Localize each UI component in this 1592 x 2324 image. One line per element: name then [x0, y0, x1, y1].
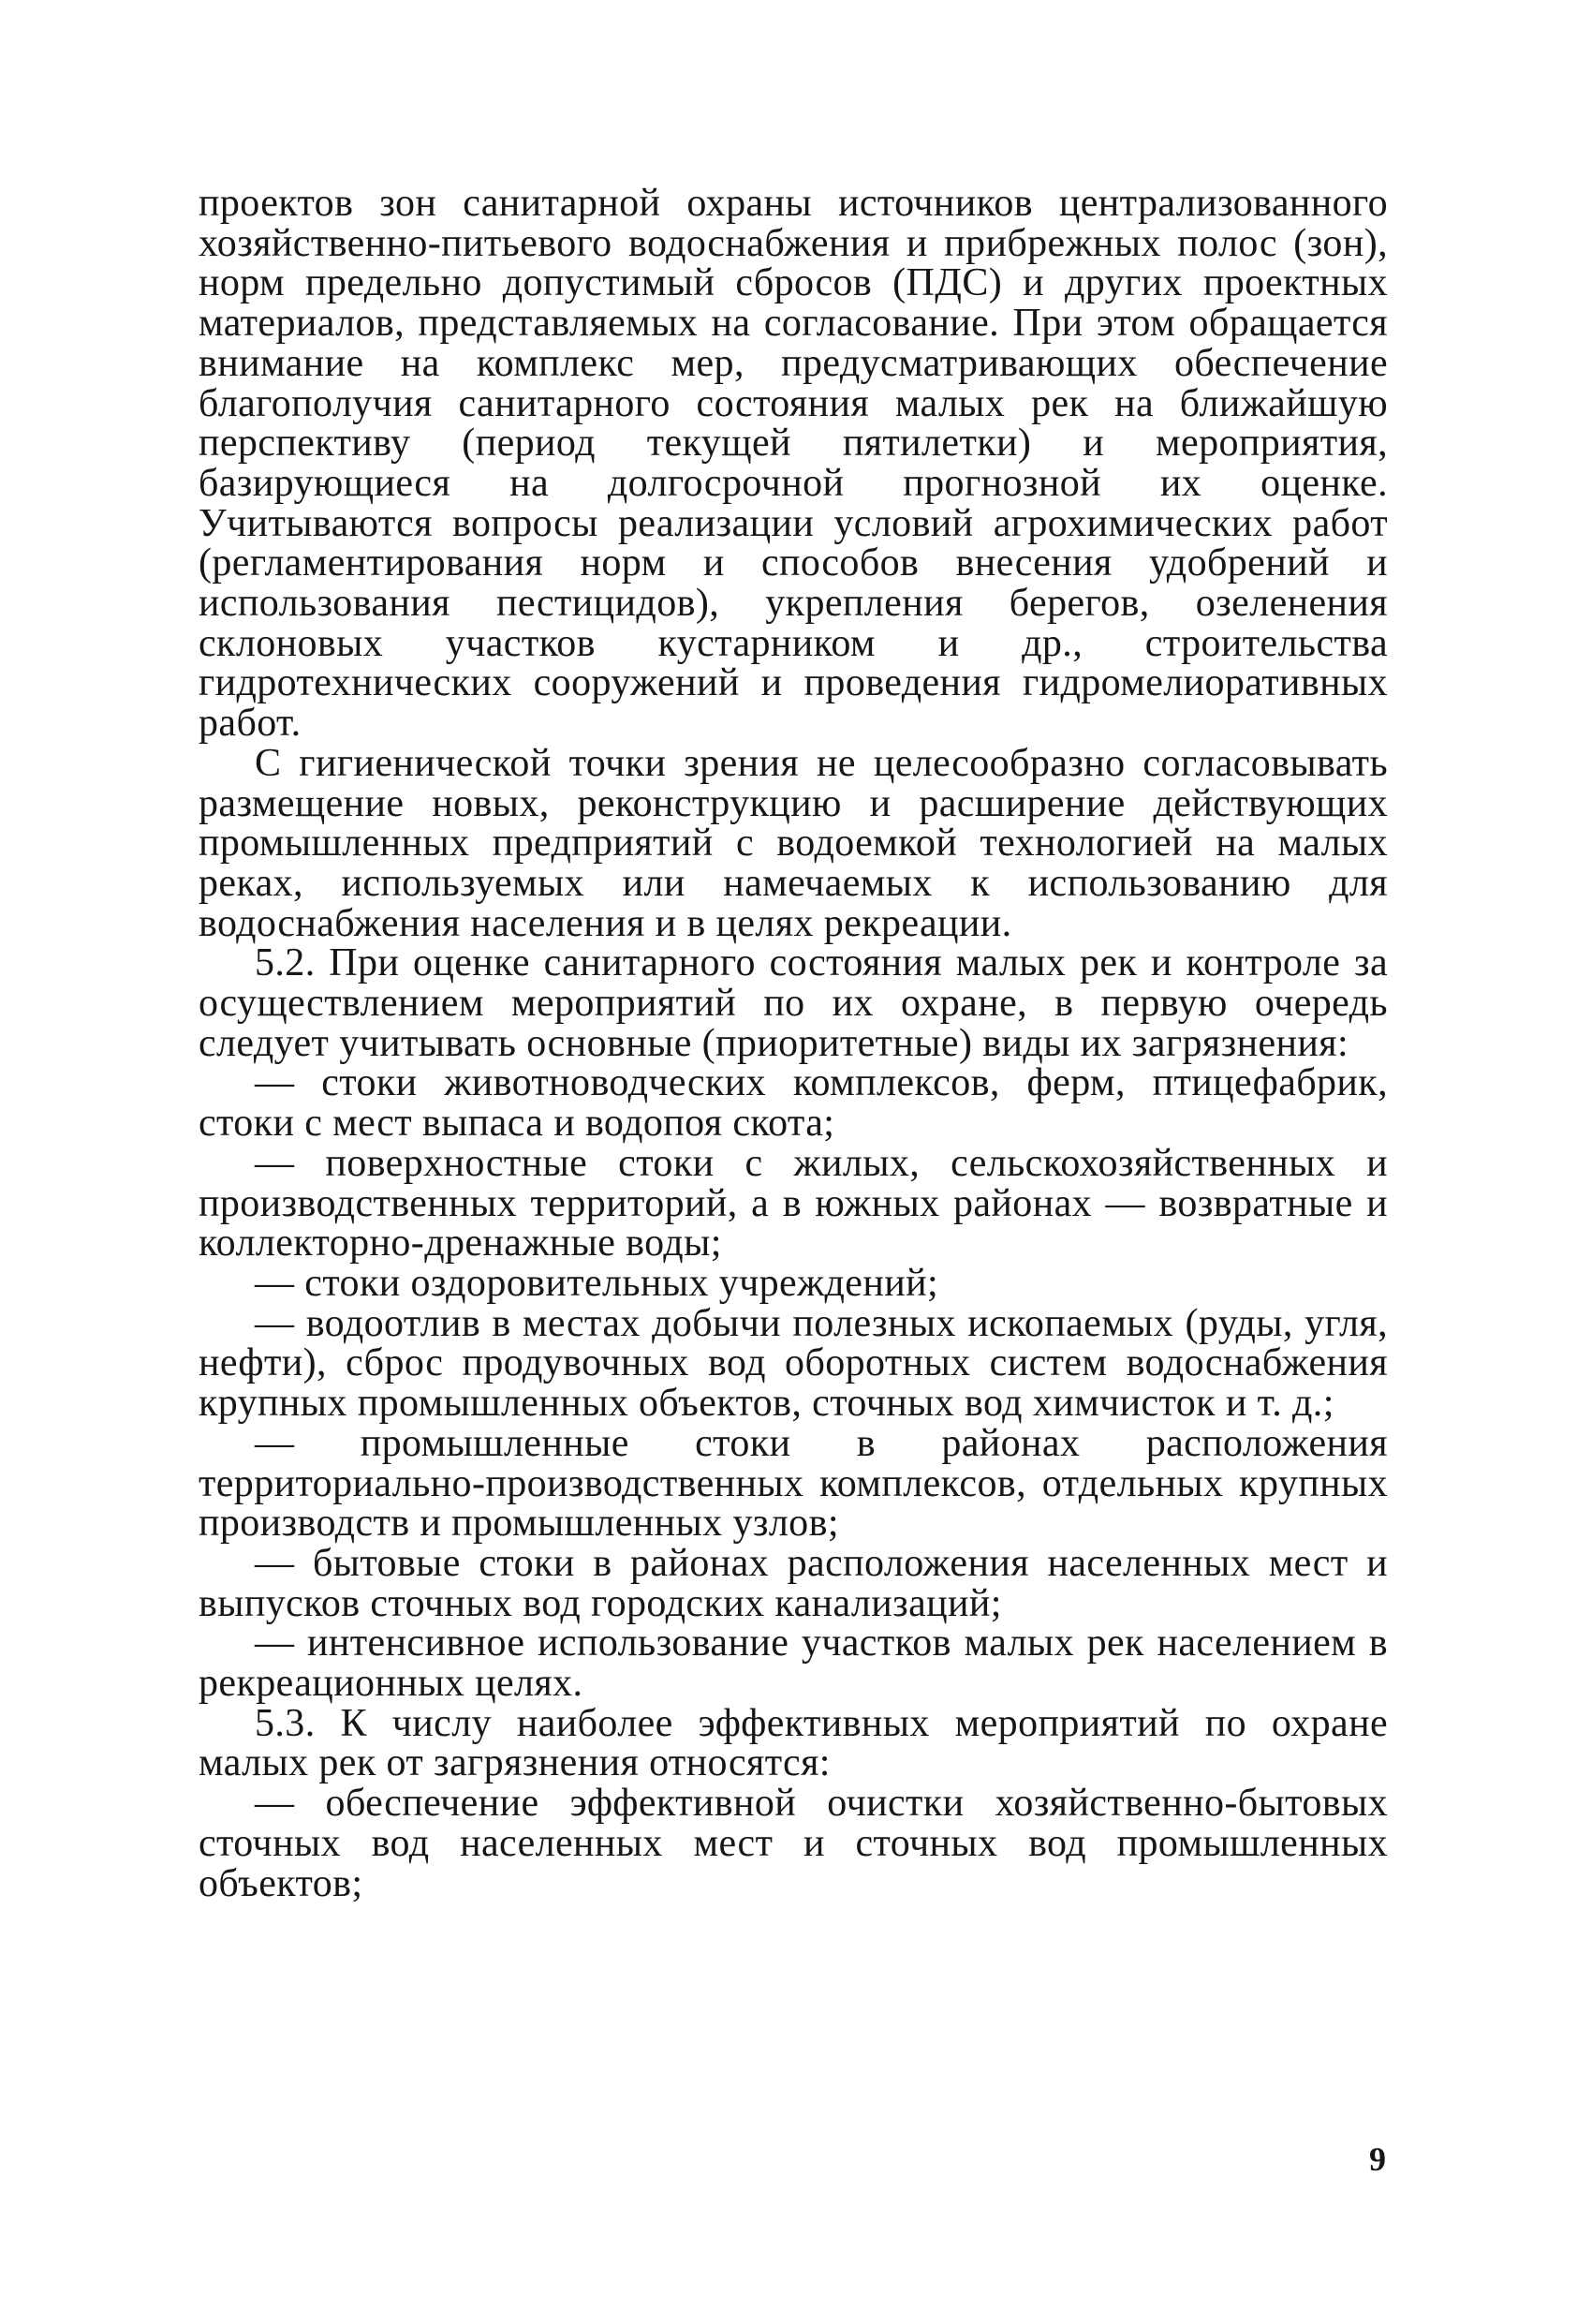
paragraph-section-5-3: 5.3. К числу наиболее эффективных мероприятий по охране малых рек от загрязнения относятся:	[199, 1701, 1388, 1785]
body-text	[199, 184, 1388, 1903]
list-item-livestock-runoff: — стоки животноводческих комплексов, ферм, птицефабрик, стоки с мест выпаса и водопоя скота;	[199, 1061, 1388, 1146]
list-item-recreation-use: — интенсивное использование участков малых рек населением в рекреационных целях.	[199, 1621, 1388, 1706]
list-item-domestic-runoff: — бытовые стоки в районах расположения населенных мест и выпусков сточных вод городских канализаций;	[199, 1541, 1388, 1625]
paragraph-section-5-2: 5.2. При оценке санитарного состояния малых рек и контроле за осуществлением мероприятий по их охране, в первую очередь следует учитывать основные (приоритетные) виды их загрязнения:	[199, 941, 1388, 1065]
list-item-wastewater-treatment: — обеспечение эффективной очистки хозяйственно-бытовых сточных вод населенных мест и сточных вод промышленных объектов;	[199, 1782, 1388, 1905]
paragraph-zso-projects: проектов зон санитарной охраны источников централизованного хозяйственно-питьевого водоснабжения и прибрежных полос (зон), норм предельно допустимый сбросов (ПДС) и других проектных материалов, представляемых на согласование. При этом обращается внимание на комплекс мер, предусматривающих обеспечение благополучия санитарного состояния малых рек на ближайшую перспективу (период текущей пятилетки) и мероприятия, базирующиеся на долгосрочной прогнозной их оценке. Учитываются вопросы реализации условий агрохимических работ (регламентирования норм и способов внесения удобрений и использования пестицидов), укрепления берегов, озеленения склоновых участков кустарником и др., строительства гидротехнических сооружений и проведения гидромелиоративных работ.	[199, 182, 1388, 746]
paragraph-hygienic-view: С гигиенической точки зрения не целесообразно согласовывать размещение новых, реконструкцию и расширение действующих промышленных предприятий с водоемкой технологией на малых реках, используемых или намечаемых к использованию для водоснабжения населения и в целях рекреации.	[199, 741, 1388, 945]
list-item-surface-runoff: — поверхностные стоки с жилых, сельскохозяйственных и производственных территорий, а в южных районах — возвратные и коллекторно-дренажные воды;	[199, 1141, 1388, 1266]
list-item-industrial-runoff: — промышленные стоки в районах расположения территориально-производственных комплексов, отдельных крупных производств и промышленных узлов;	[199, 1421, 1388, 1546]
list-item-health-facilities: — стоки оздоровительных учреждений;	[255, 1261, 939, 1305]
list-item-mining-drainage: — водоотлив в местах добычи полезных ископаемых (руды, угля, нефти), сброс продувочных вод оборотных систем водоснабжения крупных промышленных объектов, сточных вод химчисток и т. д.;	[199, 1301, 1388, 1426]
page-number: 9	[1369, 2140, 1386, 2178]
